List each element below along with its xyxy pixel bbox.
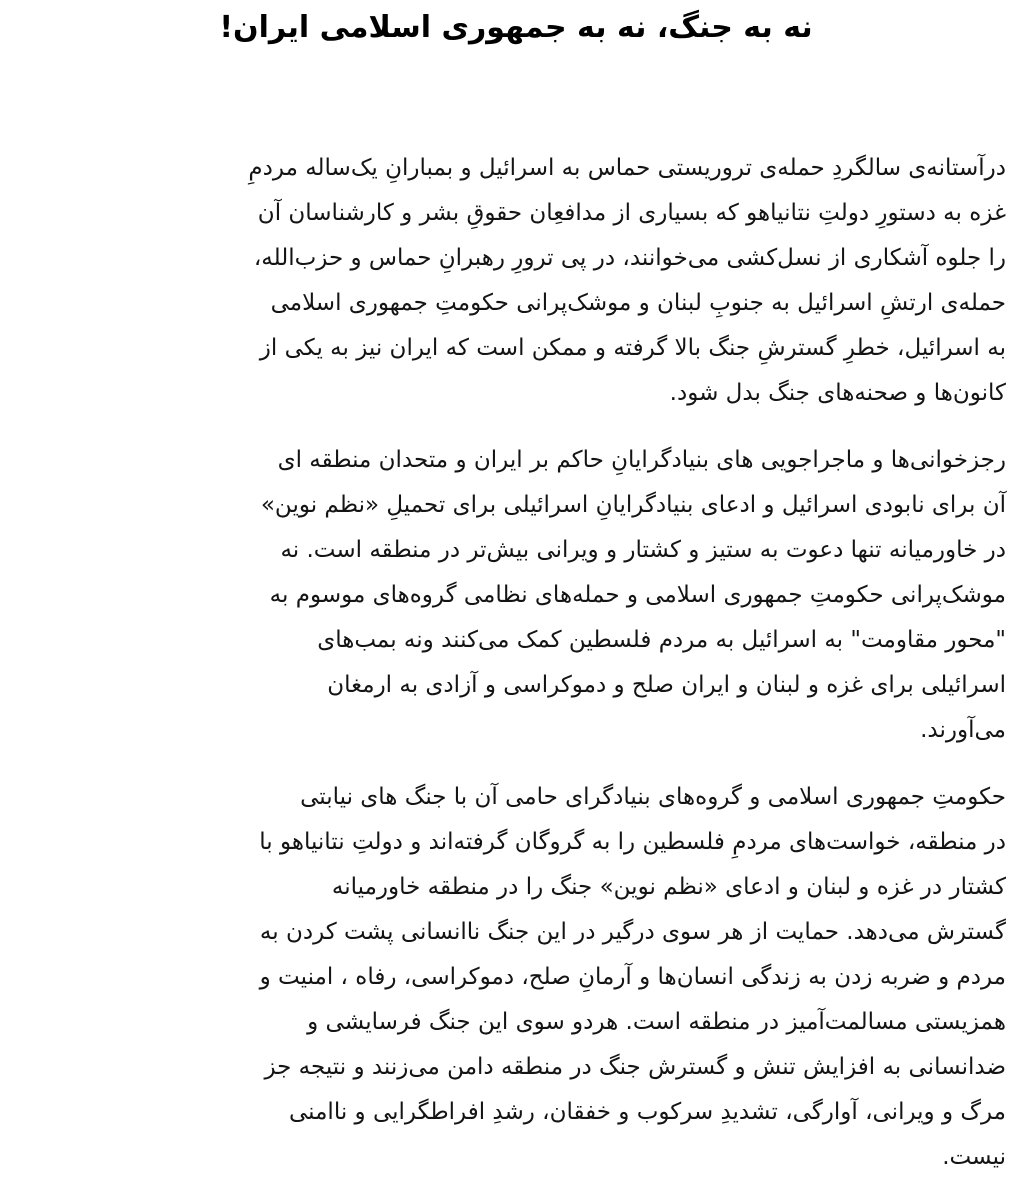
document-title: نه به جنگ، نه به جمهوری اسلامی ایران!	[219, 10, 813, 45]
text-line: حمله‌ی ارتشِ اسرائیل به جنوبِ لبنان و موشک‌پرانی حکومتِ جمهوری اسلامی	[270, 290, 1006, 316]
text-line: درآستانه‌ی سالگردِ حمله‌ی تروریستی حماس به اسرائیل و بمبارانِ یک‌ساله مردمِ	[248, 155, 1006, 181]
paragraph-3	[26, 775, 1006, 1180]
text-line: مردم و ضربه زدن به زندگی انسان‌ها و آرمانِ صلح، دموکراسی، رفاه ، امنیت و	[259, 964, 1006, 990]
text-line: در منطقه، خواست‌های مردمِ فلسطین را به گروگان گرفته‌اند و دولتِ نتانیاهو با	[259, 829, 1006, 855]
text-line: کانون‌ها و صحنه‌های جنگ بدل شود.	[669, 380, 1006, 406]
text-line: رجزخوانی‌ها و ماجراجویی های بنیادگرایانِ حاکم بر ایران و متحدان منطقه ای	[277, 447, 1006, 473]
text-line: می‌آورند.	[920, 717, 1006, 743]
text-line: در خاورمیانه تنها دعوت به ستیز و کشتار و ویرانی بیش‌تر در منطقه است. نه	[280, 537, 1006, 563]
text-line: ضدانسانی به افزایش تنش و گسترش جنگ در منطقه دامن می‌زنند و نتیجه جز	[264, 1054, 1006, 1080]
text-line: را جلوه آشکاری از نسل‌کشی می‌خوانند، در پی ترورِ رهبرانِ حماس و حزب‌الله،	[253, 245, 1006, 271]
text-line: گسترش می‌دهد. حمایت از هر سوی درگیر در این جنگ ناانسانی پشت کردن به	[259, 919, 1006, 945]
text-line: نیست.	[942, 1144, 1006, 1170]
paragraph-1	[26, 146, 1006, 416]
paragraph-2	[26, 438, 1006, 753]
text-line: کشتار در غزه و لبنان و ادعای «نظم نوین» جنگ را در منطقه خاورمیانه	[331, 874, 1006, 900]
text-line: اسرائیلی برای غزه و لبنان و ایران صلح و دموکراسی و آزادی به ارمغان	[327, 672, 1006, 698]
text-line: حکومتِ جمهوری اسلامی و گروه‌های بنیادگرای حامی آن با جنگ های نیابتی	[300, 784, 1006, 810]
text-line: موشک‌پرانی حکومتِ جمهوری اسلامی و حمله‌های نظامی گروه‌های موسوم به	[269, 582, 1006, 608]
text-line: "محور مقاومت" به اسرائیل به مردم فلسطین کمک می‌کنند ونه بمب‌های	[317, 627, 1006, 653]
text-line: غزه به دستورِ دولتِ نتانیاهو که بسیاری از مدافعِان حقوقِ بشر و کارشناسان آن	[257, 200, 1006, 226]
text-line: مرگ و ویرانی، آوارگی، تشدیدِ سرکوب و خفقان، رشدِ افراطگرایی و ناامنی	[289, 1099, 1006, 1125]
text-line: آن برای نابودی اسرائیل و ادعای بنیادگرایانِ اسرائیلی برای تحمیلِ «نظم نوین»	[260, 492, 1006, 518]
text-line: به اسرائیل، خطرِ گسترشِ جنگ بالا گرفته و ممکن است که ایران نیز به یکی از	[259, 335, 1006, 361]
text-line: همزیستی مسالمت‌آمیز در منطقه است. هردو سوی این جنگ فرسایشی و	[307, 1009, 1006, 1035]
document-body	[26, 146, 1006, 1180]
